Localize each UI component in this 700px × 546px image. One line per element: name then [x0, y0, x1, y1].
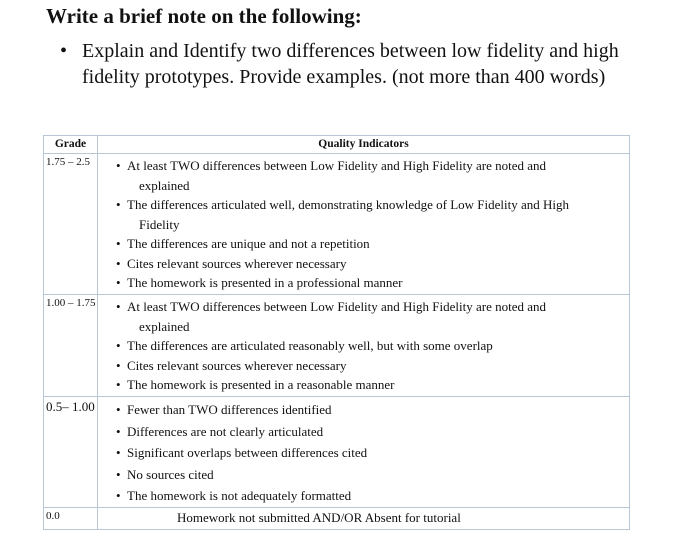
- quality-item: [118, 156, 629, 195]
- quality-item: [118, 464, 629, 486]
- rubric-row: [44, 154, 630, 295]
- page-heading: Write a brief note on the following:: [46, 4, 362, 28]
- quality-item: [118, 297, 629, 336]
- quality-cell: [98, 154, 630, 295]
- rubric-row: [44, 295, 630, 397]
- quality-item-text: The homework is presented in a professional manner: [127, 275, 403, 290]
- quality-item-text: The homework is presented in a reasonable manner: [127, 377, 395, 392]
- quality-item: [118, 375, 629, 395]
- quality-item: [118, 442, 629, 464]
- quality-item-text-cont: Fidelity: [139, 216, 180, 232]
- rubric-row: [44, 507, 630, 529]
- quality-item-text: Cites relevant sources wherever necessary: [127, 255, 347, 271]
- quality-item-text: Differences are not clearly articulated: [127, 423, 324, 439]
- quality-item: [118, 336, 629, 356]
- quality-item-text: The differences articulated well, demonstrating knowledge of Low Fidelity and High: [127, 197, 569, 212]
- quality-item: [118, 485, 629, 507]
- quality-item-text: Cites relevant sources wherever necessary: [127, 357, 347, 373]
- quality-item: [118, 195, 629, 234]
- quality-item-text-cont: explained: [139, 177, 190, 193]
- quality-cell: Homework not submitted AND/OR Absent for tutorial: [98, 507, 630, 529]
- grade-cell: 1.75 – 2.5: [44, 154, 98, 295]
- grade-cell: 0.0: [44, 507, 98, 529]
- quality-item-text: The differences are articulated reasonably well, but with some overlap: [127, 338, 493, 353]
- rubric-table: [43, 135, 630, 530]
- task-text: Explain and Identify two differences between low fidelity and high fidelity prototypes. Provide examples. (not more than 400 words): [82, 40, 619, 88]
- quality-item-text: Significant overlaps between differences cited: [127, 445, 368, 460]
- grade-cell: 0.5– 1.00: [44, 397, 98, 508]
- quality-item-text: At least TWO differences between Low Fidelity and High Fidelity are noted and: [127, 158, 547, 173]
- quality-cell: [98, 295, 630, 397]
- quality-item-text: At least TWO differences between Low Fidelity and High Fidelity are noted and: [127, 299, 547, 314]
- quality-item-text: The differences are unique and not a repetition: [127, 236, 370, 251]
- grade-column-header: Grade: [44, 136, 98, 154]
- quality-item-text-cont: explained: [139, 318, 190, 334]
- bullet-glyph: •: [60, 40, 68, 62]
- task-bullet: [60, 38, 680, 90]
- quality-column-header: Quality Indicators: [98, 136, 630, 154]
- quality-item: [118, 273, 629, 293]
- quality-item: [118, 421, 629, 443]
- quality-item: [118, 234, 629, 254]
- quality-item-text: Fewer than TWO differences identified: [127, 402, 332, 417]
- quality-item: [118, 399, 629, 421]
- quality-cell: [98, 397, 630, 508]
- rubric-header-row: [44, 136, 630, 154]
- quality-item-text: The homework is not adequately formatted: [127, 488, 352, 503]
- grade-cell: 1.00 – 1.75: [44, 295, 98, 397]
- quality-item: [118, 356, 629, 376]
- rubric-row: [44, 397, 630, 508]
- quality-item-text: No sources cited: [127, 466, 214, 482]
- quality-item: [118, 254, 629, 274]
